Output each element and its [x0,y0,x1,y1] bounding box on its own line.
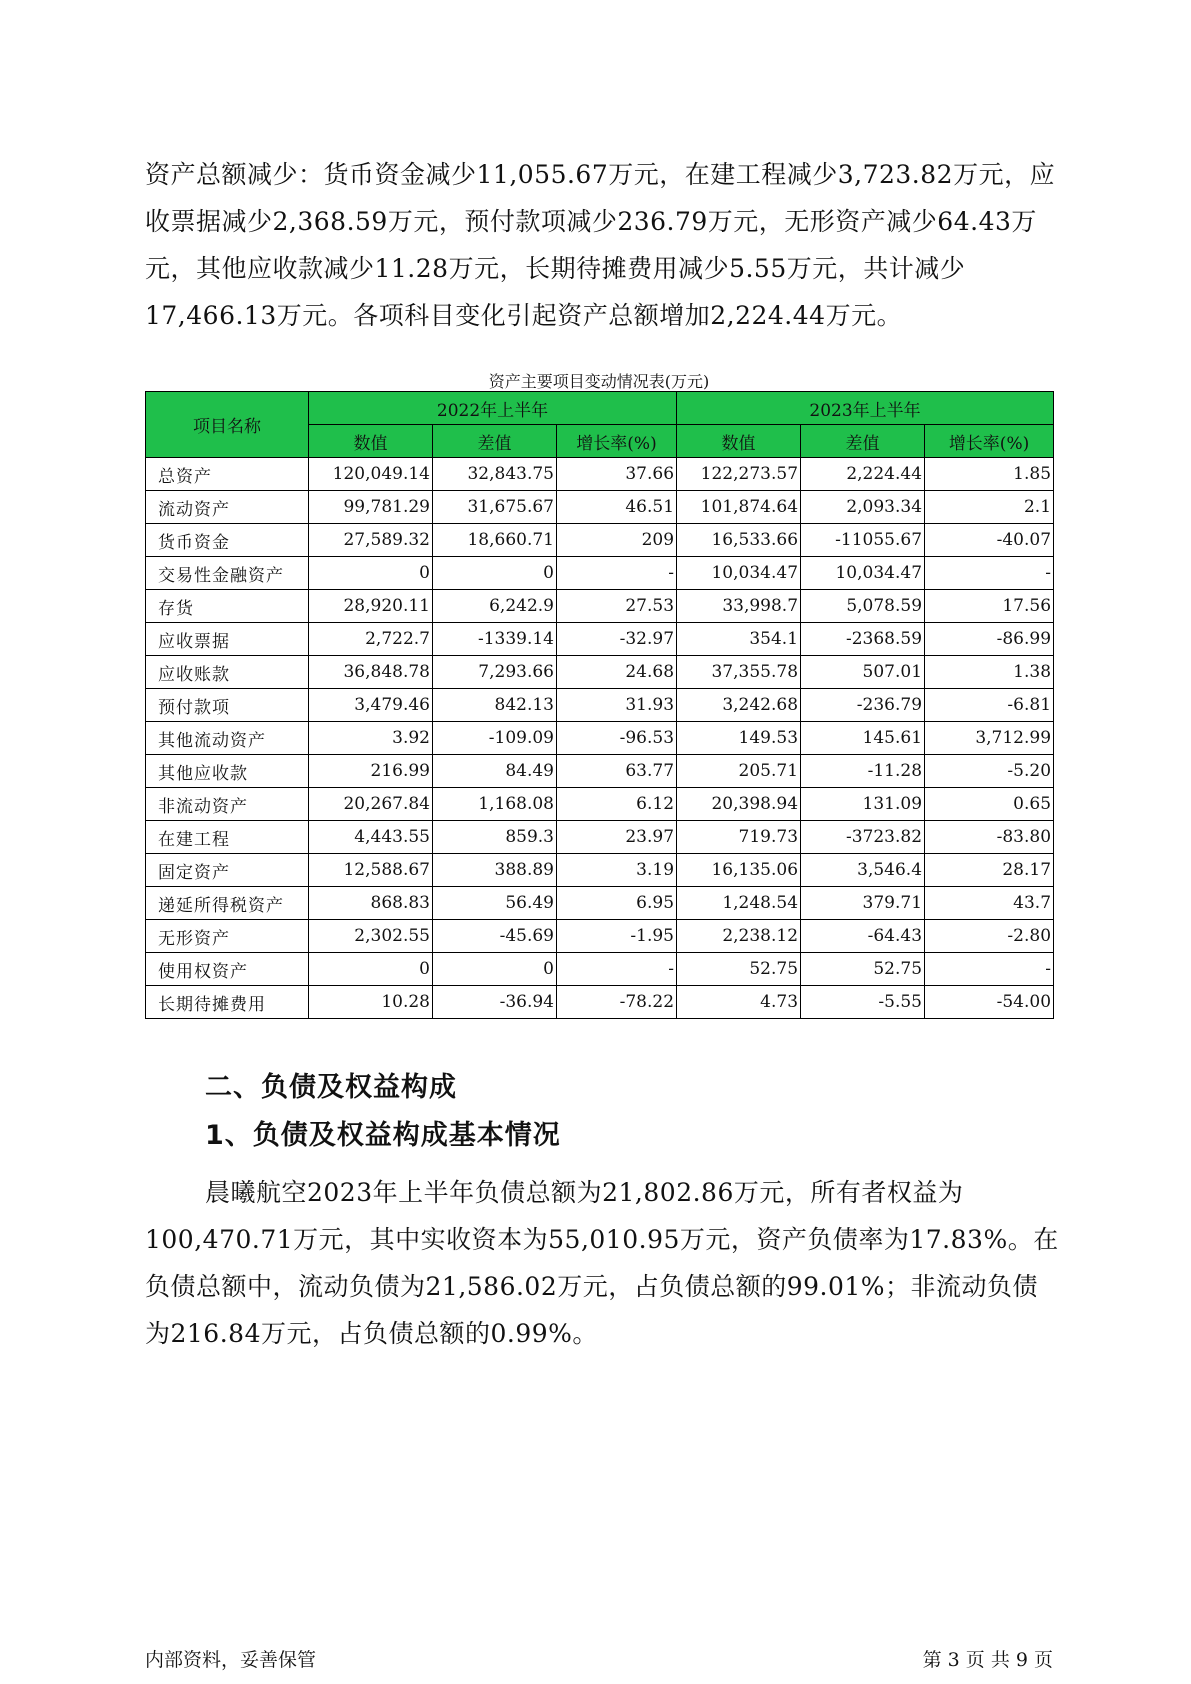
table-cell: 0 [309,953,433,986]
table-cell: - [557,557,677,590]
table-cell: 216.99 [309,755,433,788]
header-period-2023: 2023年上半年 [677,392,1054,425]
table-cell: 32,843.75 [433,458,557,491]
table-row [146,854,1054,887]
table-cell: 17.56 [925,590,1054,623]
table-cell: 84.49 [433,755,557,788]
table-cell: -45.69 [433,920,557,953]
table-cell: 28.17 [925,854,1054,887]
table-cell: 3,479.46 [309,689,433,722]
table-cell: 145.61 [801,722,925,755]
table-cell: 868.83 [309,887,433,920]
table-cell: 33,998.7 [677,590,801,623]
table-cell: -109.09 [433,722,557,755]
table-row [146,557,1054,590]
row-item-name: 长期待摊费用 [146,986,309,1019]
row-item-name: 交易性金融资产 [146,557,309,590]
row-item-name: 其他应收款 [146,755,309,788]
table-body [146,458,1054,1019]
table-cell: -11055.67 [801,524,925,557]
subheader-value-2023: 数值 [677,425,801,458]
table-cell: -64.43 [801,920,925,953]
row-item-name: 固定资产 [146,854,309,887]
row-item-name: 总资产 [146,458,309,491]
table-cell: 2,224.44 [801,458,925,491]
table-cell: -11.28 [801,755,925,788]
table-row [146,821,1054,854]
table-cell: 0 [309,557,433,590]
footer-confidential-note: 内部资料，妥善保管 [145,1649,317,1671]
table-cell: 388.89 [433,854,557,887]
table-cell: -6.81 [925,689,1054,722]
footer-page-number: 第 3 页 共 9 页 [922,1649,1053,1671]
table-cell: 2,093.34 [801,491,925,524]
table-cell: 1,168.08 [433,788,557,821]
header-item-name: 项目名称 [146,392,309,458]
table-cell: 507.01 [801,656,925,689]
table-cell: 5,078.59 [801,590,925,623]
table-cell: -5.55 [801,986,925,1019]
paragraph-1-text: 资产总额减少：货币资金减少11,055.67万元，在建工程减少3,723.82万元，应收票据减少2,368.59万元，预付款项减少236.79万元，无形资产减少64.43万元，其他应收款减少11.28万元，长期待摊费用减少5.55万元，共计减少17,466.13万元。各项科目变化引起资产总额增加2,224.44万元。 [145,160,1056,330]
table-cell: 10.28 [309,986,433,1019]
subheader-growth-2023: 增长率(%) [925,425,1054,458]
table-row [146,590,1054,623]
table-cell: 7,293.66 [433,656,557,689]
table-cell: -86.99 [925,623,1054,656]
table-caption: 资产主要项目变动情况表(万元) [488,372,710,391]
table-cell: 37.66 [557,458,677,491]
subheader-growth-2022: 增长率(%) [557,425,677,458]
asset-change-table [145,391,1054,1019]
table-cell: 2,238.12 [677,920,801,953]
table-cell: 28,920.11 [309,590,433,623]
table-cell: 99,781.29 [309,491,433,524]
row-item-name: 无形资产 [146,920,309,953]
row-item-name: 存货 [146,590,309,623]
table-cell: 209 [557,524,677,557]
table-cell: -54.00 [925,986,1054,1019]
table-row [146,755,1054,788]
table-cell: 6.95 [557,887,677,920]
table-cell: 6,242.9 [433,590,557,623]
subheader-diff-2023: 差值 [801,425,925,458]
table-cell: 3,712.99 [925,722,1054,755]
table-cell: 27.53 [557,590,677,623]
table-cell: 52.75 [801,953,925,986]
table-cell: 20,398.94 [677,788,801,821]
table-cell: 63.77 [557,755,677,788]
section-heading: 二、负债及权益构成 [205,1072,457,1103]
table-cell: 379.71 [801,887,925,920]
table-cell: 859.3 [433,821,557,854]
table-cell: 120,049.14 [309,458,433,491]
table-row [146,689,1054,722]
table-row [146,524,1054,557]
row-item-name: 非流动资产 [146,788,309,821]
table-cell: -3723.82 [801,821,925,854]
table-cell: 149.53 [677,722,801,755]
table-cell: -83.80 [925,821,1054,854]
table-cell: 16,135.06 [677,854,801,887]
table-cell: 10,034.47 [801,557,925,590]
table-cell: 20,267.84 [309,788,433,821]
table-row [146,920,1054,953]
table-cell: 3,546.4 [801,854,925,887]
table-cell: 4,443.55 [309,821,433,854]
table-cell: -5.20 [925,755,1054,788]
table-cell: - [925,557,1054,590]
table-cell: -1339.14 [433,623,557,656]
table-row [146,458,1054,491]
subheader-diff-2022: 差值 [433,425,557,458]
table-cell: -96.53 [557,722,677,755]
table-row [146,953,1054,986]
table-cell: 2,302.55 [309,920,433,953]
table-cell: -32.97 [557,623,677,656]
table-cell: 842.13 [433,689,557,722]
table-cell: 3,242.68 [677,689,801,722]
table-cell: 10,034.47 [677,557,801,590]
row-item-name: 应收账款 [146,656,309,689]
table-cell: 18,660.71 [433,524,557,557]
table-row [146,722,1054,755]
row-item-name: 使用权资产 [146,953,309,986]
table-cell: 43.7 [925,887,1054,920]
table-cell: - [557,953,677,986]
table-cell: 31.93 [557,689,677,722]
table-row [146,986,1054,1019]
table-cell: 16,533.66 [677,524,801,557]
table-cell: 12,588.67 [309,854,433,887]
table-cell: - [925,953,1054,986]
table-cell: 131.09 [801,788,925,821]
table-cell: 2,722.7 [309,623,433,656]
table-cell: 1.38 [925,656,1054,689]
row-item-name: 在建工程 [146,821,309,854]
table-row [146,788,1054,821]
table-cell: 37,355.78 [677,656,801,689]
table-cell: 3.19 [557,854,677,887]
table-cell: 122,273.57 [677,458,801,491]
table-cell: 31,675.67 [433,491,557,524]
table-cell: 52.75 [677,953,801,986]
table-row [146,656,1054,689]
table-cell: 1,248.54 [677,887,801,920]
header-period-2022: 2022年上半年 [309,392,677,425]
paragraph-2-text: 晨曦航空2023年上半年负债总额为21,802.86万元，所有者权益为100,470.71万元，其中实收资本为55,010.95万元，资产负债率为17.83%。在负债总额中，流动负债为21,586.02万元，占负债总额的99.01%；非流动负债为216.84万元，占负债总额的0.99%。 [145,1178,1059,1348]
subsection-heading: 1、负债及权益构成基本情况 [205,1120,561,1151]
table-cell: 4.73 [677,986,801,1019]
table-cell: 24.68 [557,656,677,689]
table-cell: 56.49 [433,887,557,920]
row-item-name: 递延所得税资产 [146,887,309,920]
table-cell: -40.07 [925,524,1054,557]
table-row [146,491,1054,524]
table-cell: -1.95 [557,920,677,953]
row-item-name: 应收票据 [146,623,309,656]
table-cell: 23.97 [557,821,677,854]
table-cell: 0 [433,953,557,986]
row-item-name: 货币资金 [146,524,309,557]
table-row [146,623,1054,656]
table-cell: 0.65 [925,788,1054,821]
table-cell: 101,874.64 [677,491,801,524]
table-cell: -78.22 [557,986,677,1019]
table-cell: -236.79 [801,689,925,722]
table-cell: 0 [433,557,557,590]
table-cell: 2.1 [925,491,1054,524]
table-cell: 6.12 [557,788,677,821]
row-item-name: 预付款项 [146,689,309,722]
row-item-name: 流动资产 [146,491,309,524]
table-cell: 27,589.32 [309,524,433,557]
table-cell: -2.80 [925,920,1054,953]
paragraph-liabilities-equity [145,1169,1060,1357]
table-cell: 46.51 [557,491,677,524]
table-cell: 3.92 [309,722,433,755]
table-cell: 205.71 [677,755,801,788]
subheader-value-2022: 数值 [309,425,433,458]
table-row [146,887,1054,920]
paragraph-asset-decrease [145,151,1060,339]
table-cell: 1.85 [925,458,1054,491]
row-item-name: 其他流动资产 [146,722,309,755]
table-cell: 354.1 [677,623,801,656]
table-cell: -36.94 [433,986,557,1019]
table-cell: 36,848.78 [309,656,433,689]
table-cell: 719.73 [677,821,801,854]
table-cell: -2368.59 [801,623,925,656]
